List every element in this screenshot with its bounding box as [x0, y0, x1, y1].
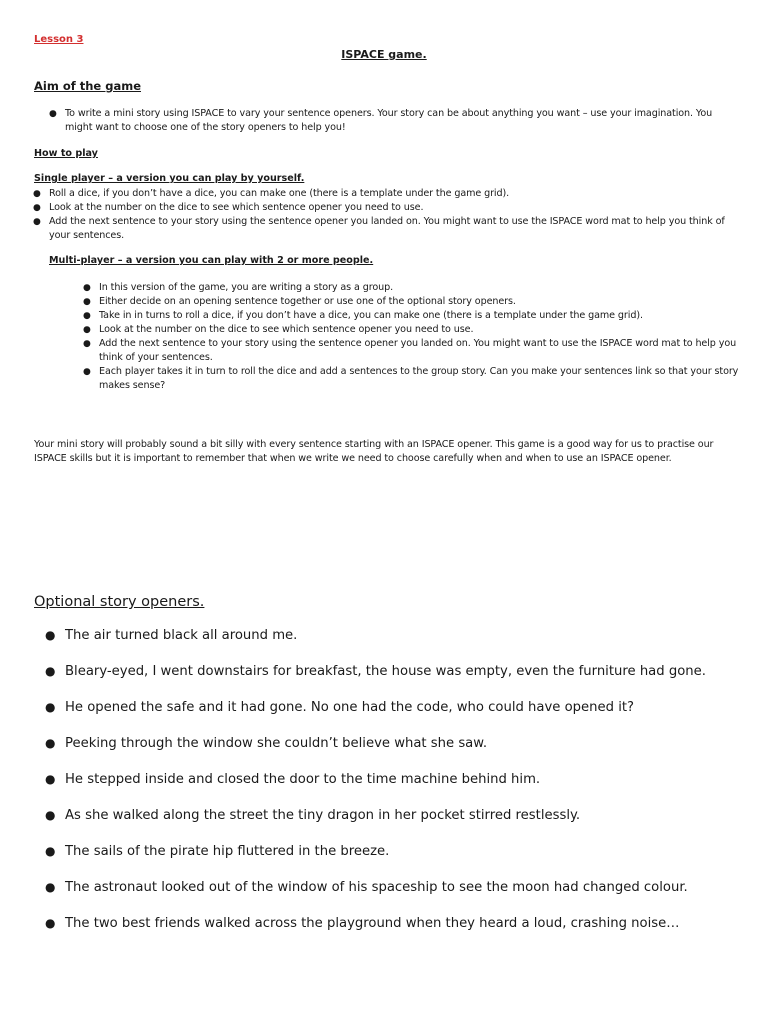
- multi-player-list: [83, 281, 739, 393]
- single-player-heading: Single player – a version you can play by yourself.: [34, 173, 305, 184]
- bullet-icon: ●: [45, 772, 56, 786]
- bullet-icon: ●: [45, 700, 56, 714]
- list-item: ● Look at the number on the dice to see which sentence opener you need to use.: [83, 324, 474, 335]
- note-paragraph: Your mini story will probably sound a bit silly with every sentence starting with an ISPACE opener. This game is a good way for us to practise our ISPACE skills but it is important to remember that when we write we need to choose carefully when and when to use an ISPACE opener.: [34, 438, 714, 464]
- multi-player-heading: Multi-player – a version you can play with 2 or more people.: [49, 255, 374, 266]
- openers-heading: Optional story openers.: [34, 594, 205, 610]
- bullet-icon: ●: [83, 283, 91, 293]
- list-item: ● The air turned black all around me.: [45, 628, 298, 643]
- list-item: ● Add the next sentence to your story using the sentence opener you landed on. You might want to use the ISPACE word mat to help you think of your sentences.: [33, 216, 725, 241]
- list-item: ● In this version of the game, you are writing a story as a group.: [83, 282, 394, 293]
- lesson-label: Lesson 3: [34, 34, 84, 45]
- bullet-icon: ●: [33, 203, 41, 213]
- list-item: ● The astronaut looked out of the window of his spaceship to see the moon had changed colour.: [45, 880, 688, 895]
- list-item: ● Peeking through the window she couldn’t believe what she saw.: [45, 736, 488, 751]
- list-item: ● As she walked along the street the tiny dragon in her pocket stirred restlessly.: [45, 808, 581, 823]
- list-item: ● To write a mini story using ISPACE to vary your sentence openers. Your story can be about anything you want – use your imagination. You might want to choose one of the story openers to help you!: [49, 108, 713, 133]
- bullet-icon: ●: [45, 736, 56, 750]
- list-item: ● The two best friends walked across the playground when they heard a loud, crashing noise…: [45, 916, 680, 931]
- bullet-icon: ●: [45, 628, 56, 642]
- openers-list: [45, 626, 735, 950]
- list-item: ● Roll a dice, if you don’t have a dice, you can make one (there is a template under the game grid).: [33, 188, 510, 199]
- bullet-icon: ●: [83, 367, 91, 377]
- list-item: ● Take in in turns to roll a dice, if you don’t have a dice, you can make one (there is a template under the game grid).: [83, 310, 643, 321]
- aim-list: [49, 107, 735, 135]
- list-item: ● Either decide on an opening sentence together or use one of the optional story openers.: [83, 296, 516, 307]
- bullet-icon: ●: [45, 664, 56, 678]
- list-item: ● He opened the safe and it had gone. No one had the code, who could have opened it?: [45, 700, 635, 715]
- aim-heading: Aim of the game: [34, 79, 141, 93]
- bullet-icon: ●: [45, 808, 56, 822]
- bullet-icon: ●: [45, 916, 56, 930]
- bullet-icon: ●: [49, 109, 57, 119]
- bullet-icon: ●: [83, 339, 91, 349]
- page-title: ISPACE game.: [341, 48, 427, 61]
- bullet-icon: ●: [83, 297, 91, 307]
- bullet-icon: ●: [33, 189, 41, 199]
- list-item: ● Bleary-eyed, I went downstairs for breakfast, the house was empty, even the furniture had gone.: [45, 664, 706, 679]
- bullet-icon: ●: [45, 880, 56, 894]
- bullet-icon: ●: [83, 311, 91, 321]
- list-item: ● Add the next sentence to your story using the sentence opener you landed on. You might want to use the ISPACE word mat to help you think of your sentences.: [83, 338, 737, 363]
- list-item: ● The sails of the pirate hip fluttered in the breeze.: [45, 844, 390, 859]
- bullet-icon: ●: [45, 844, 56, 858]
- list-item: ● Each player takes it in turn to roll the dice and add a sentences to the group story. Can you make your sentences link so that your story makes sense?: [83, 366, 739, 391]
- bullet-icon: ●: [33, 217, 41, 227]
- bullet-icon: ●: [83, 325, 91, 335]
- how-to-play-heading: How to play: [34, 148, 98, 159]
- single-player-list: [33, 187, 739, 243]
- list-item: ● He stepped inside and closed the door to the time machine behind him.: [45, 772, 541, 787]
- list-item: ● Look at the number on the dice to see which sentence opener you need to use.: [33, 202, 424, 213]
